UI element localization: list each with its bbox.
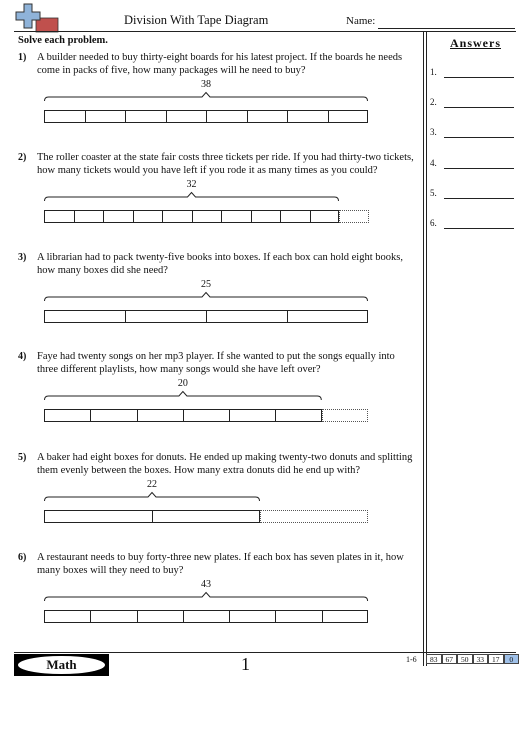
name-line [378,28,515,29]
answer-number: 2. [430,97,437,107]
tape-segment [44,210,74,223]
tape-diagram [44,510,368,523]
problem-text: The roller coaster at the state fair costs three tickets per ride. If you had thirty-two tickets, how many tickets would you have left if you rode it as many times as you could? [37,152,414,176]
answer-row [430,218,516,232]
tape-segment [275,610,321,623]
tape-brace [44,192,339,202]
problem-text: A builder needed to buy thirty-eight boards for his latest project. If the boards he needs come in packs of five, how many packages will he need to buy? [37,52,403,76]
tape-segment [287,310,368,323]
problem-3 [18,251,418,341]
problem-number: 6) [18,552,27,563]
problem-text: A restaurant needs to buy forty-three new plates. If each box has seven plates in it, how many boxes will they need to buy? [37,552,404,576]
tape-segment [310,210,340,223]
answer-row [430,158,516,172]
header-rule [14,31,516,32]
tape-diagram [44,310,368,323]
tape-brace [44,92,368,102]
tape-segment [247,110,288,123]
problem-6 [18,551,418,641]
instructions: Solve each problem. [18,35,108,46]
score-box: 50 [457,654,473,664]
problem-text: A librarian had to pack twenty-five books into boxes. If each box can hold eight books, how many boxes did she need? [37,252,403,276]
tape-segment [44,610,90,623]
problem-number: 5) [18,452,27,463]
problem-text: Faye had twenty songs on her mp3 player. If she wanted to put the songs equally into three different playlists, how many songs would she have left over? [37,351,395,375]
worksheet-logo [14,3,60,33]
tape-segment [74,210,104,223]
tape-total-label: 25 [201,279,211,290]
answer-blank[interactable] [444,137,514,138]
problem-number: 4) [18,351,27,362]
problem-4 [18,350,418,440]
problem-number: 2) [18,152,27,163]
tape-segment [152,510,260,523]
tape-brace [44,492,260,502]
problem-text: A baker had eight boxes for donuts. He ended up making twenty-two donuts and splitting them evenly between the boxes. How many extra donuts did he end up with? [37,452,413,476]
tape-segment [280,210,310,223]
tape-segment [221,210,251,223]
tape-segment [287,110,328,123]
tape-diagram [44,210,369,223]
name-label: Name: [346,15,376,27]
score-box: 17 [488,654,504,664]
tape-segment [251,210,281,223]
tape-segment [183,610,229,623]
tape-brace [44,292,368,302]
answer-blank[interactable] [444,168,514,169]
subject-badge [14,654,109,676]
answer-row [430,67,516,81]
tape-segment [206,110,247,123]
tape-partial-segment [260,510,368,523]
tape-segment [162,210,192,223]
answer-row [430,97,516,111]
tape-segment [229,610,275,623]
tape-diagram [44,110,368,123]
tape-segment [322,610,368,623]
tape-segment [125,310,206,323]
tape-partial-segment [339,210,369,223]
score-range: 1-6 [406,655,417,664]
score-box: 0 [504,654,520,664]
tape-segment [275,409,321,422]
answer-row [430,188,516,202]
answer-blank[interactable] [444,107,514,108]
tape-segment [85,110,126,123]
tape-segment [125,110,166,123]
answer-number: 3. [430,127,437,137]
tape-segment [183,409,229,422]
tape-partial-segment [322,409,368,422]
problem-number: 3) [18,252,27,263]
tape-total-label: 32 [186,179,197,190]
worksheet-title: Division With Tape Diagram [124,13,269,27]
tape-diagram [44,409,368,422]
problem-5 [18,451,418,541]
tape-segment [44,510,152,523]
problem-number: 1) [18,52,27,63]
answer-number: 4. [430,158,437,168]
footer-rule [14,652,516,653]
answer-number: 6. [430,218,437,228]
tape-segment [166,110,207,123]
tape-total-label: 20 [177,378,188,389]
answers-title: Answers [450,36,501,50]
tape-total-label: 22 [147,479,157,490]
score-box: 83 [426,654,442,664]
tape-segment [44,310,125,323]
tape-total-label: 43 [201,579,212,590]
problem-2 [18,151,418,241]
tape-brace [44,592,368,602]
tape-brace [44,391,322,401]
answer-blank[interactable] [444,77,514,78]
tape-segment [137,409,183,422]
tape-segment [90,610,136,623]
answer-row [430,127,516,141]
tape-segment [44,110,85,123]
answer-number: 1. [430,67,437,77]
tape-segment [137,610,183,623]
answer-number: 5. [430,188,437,198]
tape-segment [44,409,90,422]
tape-diagram [44,610,368,623]
tape-segment [90,409,136,422]
tape-total-label: 38 [201,79,211,90]
tape-segment [133,210,163,223]
answers-divider-inner [426,31,427,666]
tape-segment [103,210,133,223]
tape-segment [206,310,287,323]
tape-segment [229,409,275,422]
subject-label: Math [18,656,105,674]
answer-blank[interactable] [444,198,514,199]
tape-segment [192,210,222,223]
problem-1 [18,51,418,141]
answer-blank[interactable] [444,228,514,229]
answers-divider [423,31,424,666]
tape-segment [328,110,369,123]
score-box: 33 [473,654,489,664]
page-number: 1 [241,654,250,674]
score-box: 67 [442,654,458,664]
